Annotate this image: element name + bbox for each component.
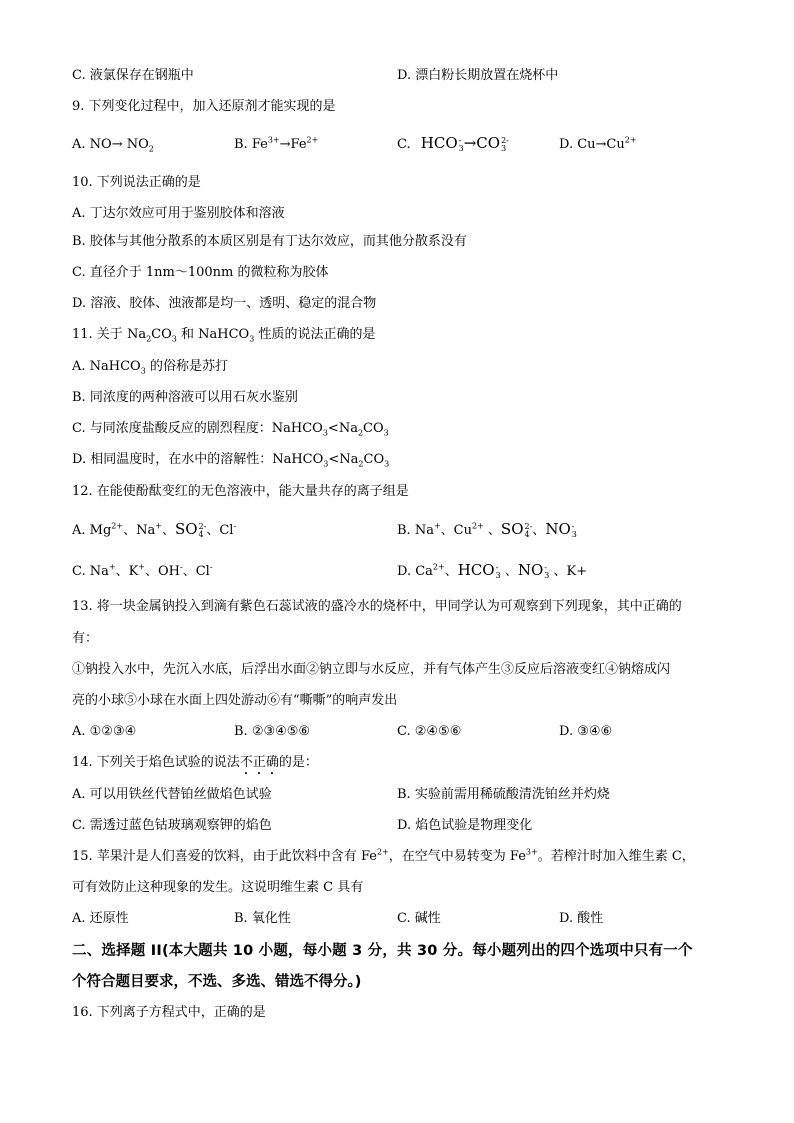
q16-stem: 16. 下列离子方程式中，正确的是 xyxy=(72,1005,266,1020)
q15-option-a: A. 还原性 xyxy=(72,911,129,926)
q14-option-a: A. 可以用铁丝代替铂丝做焰色试验 xyxy=(72,787,272,802)
q13-statements-line1: ①钠投入水中，先沉入水底，后浮出水面②钠立即与水反应，并有气体产生③反应后溶液变红④钠熔成闪 xyxy=(72,662,671,677)
q10-option-a: A. 丁达尔效应可用于鉴别胶体和溶液 xyxy=(72,206,285,221)
q10-option-b: B. 胶体与其他分散系的本质区别是有丁达尔效应，而其他分散系没有 xyxy=(72,234,467,249)
q15-option-c: C. 碱性 xyxy=(397,911,441,926)
section-2-heading-line1: 二、选择题 II(本大题共 10 小题，每小题 3 分，共 30 分。每小题列出的四个选项中只有一个 xyxy=(72,943,693,959)
q8-option-d: D. 漂白粉长期放置在烧杯中 xyxy=(397,68,559,83)
q12-option-b: B. Na+、$Cu^{2+}$ 、SO 2- 4 、NO - 3 xyxy=(397,520,577,539)
section-2-heading-line2: 个符合题目要求，不选、多选、错选不得分。) xyxy=(72,974,362,990)
q14-option-c: C. 需透过蓝色钴玻璃观察钾的焰色 xyxy=(72,818,272,833)
q11-stem: 11. 关于 $Na_2CO_3$ 和 NaHCO$_3$ 性质的说法正确的是 xyxy=(72,327,376,344)
q13-statements-line2: 亮的小球⑤小球在水面上四处游动⑥有“嘶嘶”的响声发出 xyxy=(72,693,398,708)
q13-option-c: C. ②④⑤⑥ xyxy=(397,724,462,739)
q9-option-d: D. $Cu\to Cu^{2+}$ xyxy=(559,135,637,152)
q9-stem: 9. 下列变化过程中，加入还原剂才能实现的是 xyxy=(72,99,336,114)
q10-option-d: D. 溶液、胶体、浊液都是均一、透明、稳定的混合物 xyxy=(72,296,377,311)
q15-stem-line1: 15. 苹果汁是人们喜爱的饮料，由于此饮料中含有 $Fe^{2+}$，在空气中易转变为 $Fe^{3+}$。若榨汁时加入维生素 C， xyxy=(72,847,695,864)
q10-option-c: C. 直径介于 1nm～100nm 的微粒称为胶体 xyxy=(72,265,329,280)
emphasis-not-correct: 不正确 xyxy=(239,755,279,770)
q13-option-b: B. ②③④⑤⑥ xyxy=(234,724,311,739)
q15-option-d: D. 酸性 xyxy=(559,911,604,926)
q11-option-b: B. 同浓度的两种溶液可以用石灰水鉴别 xyxy=(72,390,298,405)
q12-option-d: D. $Ca^{2+}$、HCO - 3 、NO - 3 、K+ xyxy=(397,561,588,580)
q9-option-b: B. $Fe^{3+}\to Fe^{2+}$ xyxy=(234,135,319,152)
q13-stem-line1: 13. 将一块金属钠投入到滴有紫色石蕊试液的盛冷水的烧杯中，甲同学认为可观察到下列现象，其中正确的 xyxy=(72,599,682,614)
q12-option-a: A. $Mg^{2+}$、Na+、SO 2- 4 、Cl- xyxy=(72,520,237,539)
q13-stem-line2: 有： xyxy=(72,631,99,646)
q10-stem: 10. 下列说法正确的是 xyxy=(72,175,201,190)
q13-option-d: D. ③④⑥ xyxy=(559,724,613,739)
q15-option-b: B. 氧化性 xyxy=(234,911,291,926)
q11-option-d: D. 相同温度时，在水中的溶解性：$NaHCO_3<Na_2CO_3$ xyxy=(72,452,390,469)
q12-stem: 12. 在能使酚酞变红的无色溶液中，能大量共存的离子组是 xyxy=(72,484,409,499)
q9-option-a: A. $NO\to NO_2$ xyxy=(72,137,154,154)
q12-option-c: C. Na+、K+、OH-、Cl- xyxy=(72,562,213,579)
q14-option-b: B. 实验前需用稀硫酸清洗铂丝并灼烧 xyxy=(397,787,610,802)
q11-option-a: A. NaHCO$_3$ 的俗称是苏打 xyxy=(72,359,228,376)
q14-option-d: D. 焰色试验是物理变化 xyxy=(397,818,533,833)
q13-option-a: A. ①②③④ xyxy=(72,724,137,739)
q15-stem-line2: 可有效防止这种现象的发生。这说明维生素 C 具有 xyxy=(72,880,364,895)
q9-option-c: C. HCO - 3 →CO 2- 3 xyxy=(397,134,509,153)
q11-option-c: C. 与同浓度盐酸反应的剧烈程度：$NaHCO_3<Na_2CO_3$ xyxy=(72,421,389,438)
q14-stem: 14. 下列关于焰色试验的说法不正确的是： xyxy=(72,755,318,770)
q8-option-c: C. 液氯保存在钢瓶中 xyxy=(72,68,194,83)
